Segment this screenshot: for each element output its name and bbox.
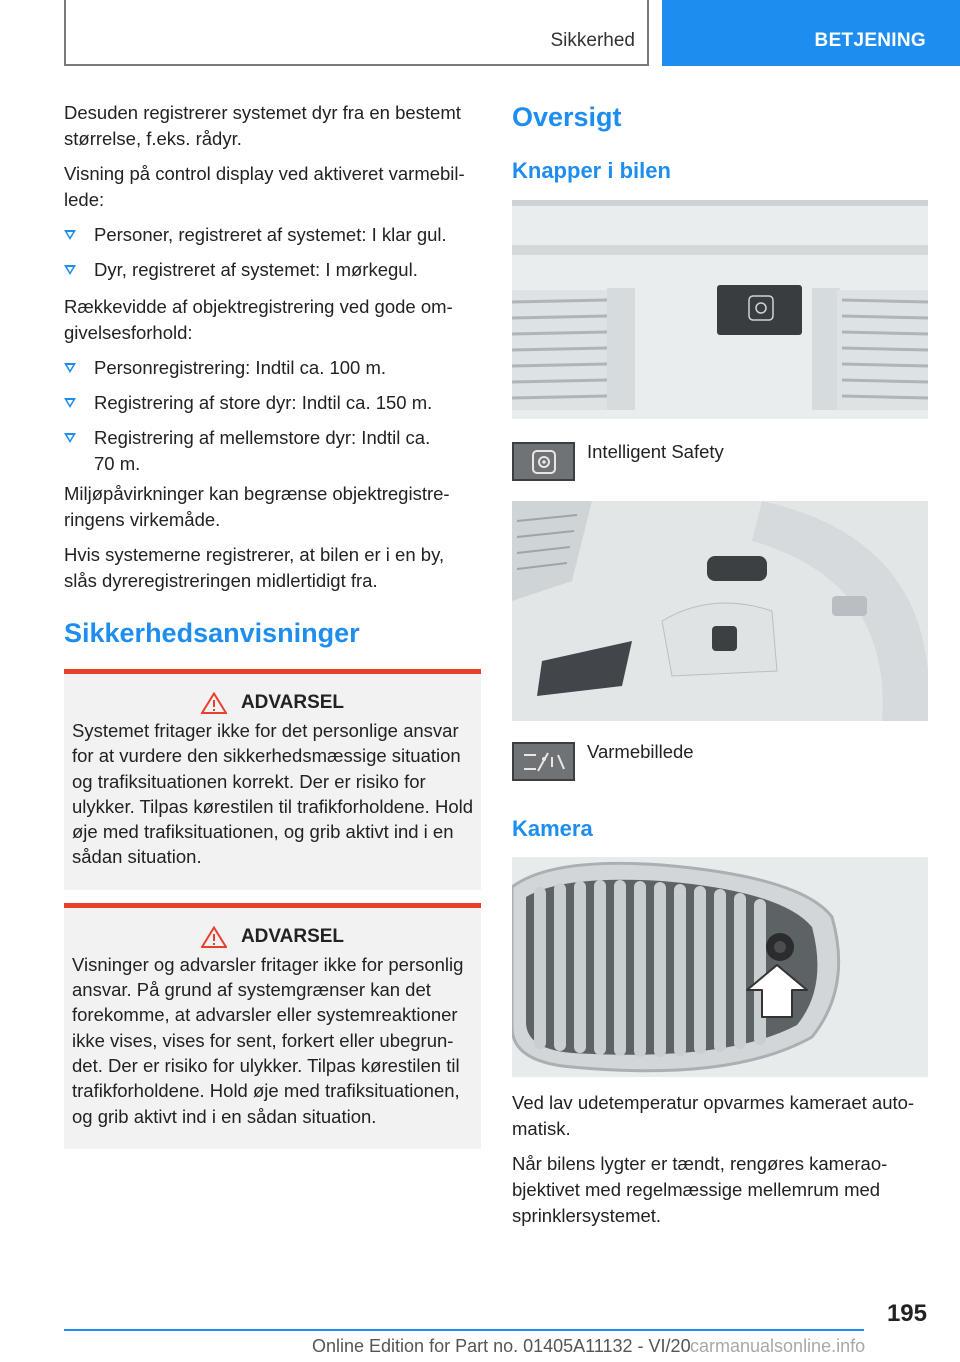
warning-text: Visninger og advarsler fritager ikke for personlig ansvar. På grund af systemgrænser kan det forekomme, at advarsler eller systemreaktioner ikke vises, vises for sent, forkert eller ubegrundet. Der er risiko for ulykker. Tilpas kørestilen til trafikforholdene. Hold øje med trafiksituationen, og grib aktivt ind i en sådan situation. xyxy=(72,953,464,1127)
triangle-bullet-icon xyxy=(64,230,76,240)
subsection-heading: Knapper i bilen xyxy=(512,158,671,183)
dashboard-buttons-image xyxy=(512,200,928,419)
thermal-image-label: Varmebillede xyxy=(587,741,694,762)
intelligent-safety-label: Intelligent Safety xyxy=(587,441,724,462)
warning-box xyxy=(64,669,481,890)
camera-grille-image xyxy=(512,857,928,1077)
paragraph: Hvis systemerne registrerer, at bilen er i en by, slås dyreregistreringen midlertidigt fra. xyxy=(64,544,445,591)
button-row-varmebillede xyxy=(512,742,928,781)
steering-column-image xyxy=(512,501,928,721)
bullet-list xyxy=(64,355,481,477)
bullet-list xyxy=(64,222,481,283)
warning-label: ADVARSEL xyxy=(240,925,345,947)
triangle-bullet-icon xyxy=(64,265,76,275)
paragraph: Visning på control display ved aktiveret varmebillede: xyxy=(64,163,465,210)
list-item: Registrering af store dyr: Indtil ca. 150 m. xyxy=(64,390,481,416)
header-section-title: Sikkerhed xyxy=(550,30,635,51)
button-row-intelligent-safety xyxy=(512,442,928,481)
triangle-bullet-icon xyxy=(64,433,76,443)
paragraph: Miljøpåvirkninger kan begrænse objektregistreringens virkemåde. xyxy=(64,483,450,530)
warning-box xyxy=(64,903,481,1149)
footer-divider xyxy=(64,1329,864,1331)
header-chapter-tab[interactable]: BETJENING xyxy=(662,0,960,66)
triangle-bullet-icon xyxy=(64,398,76,408)
list-item: Personer, registreret af systemet: I klar gul. xyxy=(64,222,481,248)
list-item: Registrering af mellemstore dyr: Indtil ca. 70 m. xyxy=(64,425,481,477)
left-column xyxy=(64,100,481,1149)
thermal-image-icon xyxy=(512,742,575,781)
list-item: Personregistrering: Indtil ca. 100 m. xyxy=(64,355,481,381)
paragraph: Når bilens lygter er tændt, rengøres kameraobjektivet med regelmæssige mellemrum med sprinklersystemet. xyxy=(512,1153,888,1226)
section-heading: Oversigt xyxy=(512,102,622,132)
subsection-heading: Kamera xyxy=(512,816,593,841)
triangle-bullet-icon xyxy=(64,363,76,373)
warning-label: ADVARSEL xyxy=(240,692,345,713)
paragraph: Rækkevidde af objektregistrering ved gode omgivelsesforhold: xyxy=(64,296,453,343)
right-column xyxy=(512,100,928,1238)
warning-text: Systemet fritager ikke for det personlige ansvar for at vurdere den sikkerhedsmæssige situation og trafiksituationen korrekt. Der er risiko for ulykker. Tilpas kørestilen til trafikforholdene. Hold øje med trafiksituationen, og grib aktivt ind i en sådan situation. xyxy=(72,720,474,868)
warning-triangle-icon xyxy=(201,926,227,948)
paragraph: Ved lav udetemperatur opvarmes kameraet automatisk. xyxy=(512,1092,915,1139)
footer-edition: Online Edition for Part no. 01405A11132 - VI/20 xyxy=(312,1336,691,1356)
page-number: 195 xyxy=(886,1300,927,1327)
warning-triangle-icon xyxy=(201,692,227,714)
intelligent-safety-icon xyxy=(512,442,575,481)
list-item: Dyr, registreret af systemet: I mørkegul. xyxy=(64,257,481,283)
section-heading: Sikkerhedsanvisninger xyxy=(64,618,360,648)
paragraph: Desuden registrerer systemet dyr fra en bestemt størrelse, f.eks. rådyr. xyxy=(64,102,461,149)
footer-watermark[interactable]: carmanualsonline.info xyxy=(690,1336,866,1356)
